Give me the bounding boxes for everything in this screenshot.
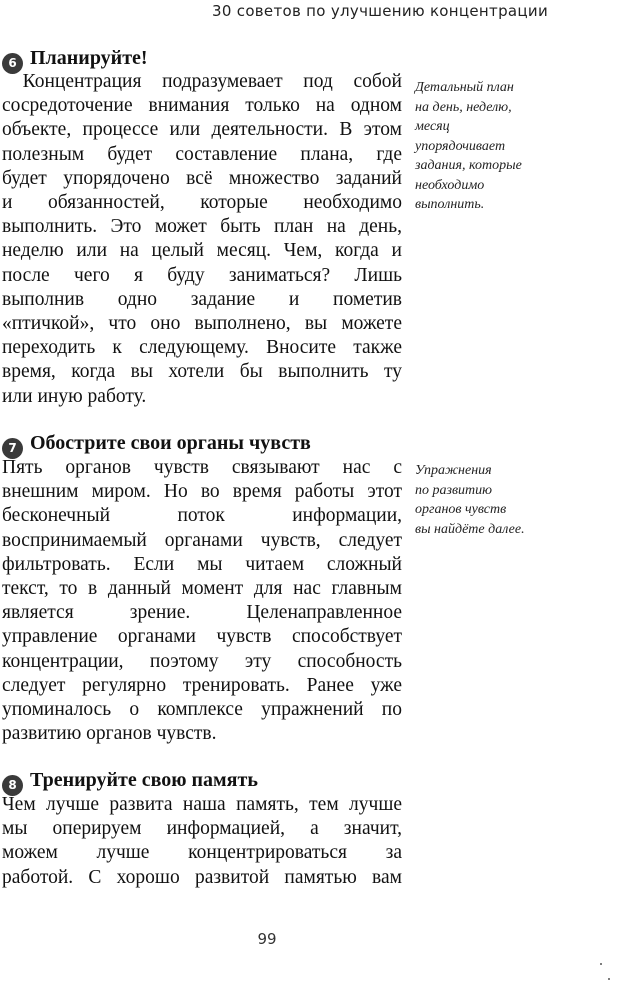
section-body — [2, 456, 402, 746]
body-line: время, когда вы хотели бы выполнить ту — [2, 361, 402, 383]
body-line: сосредоточение внимания только на одном — [2, 95, 402, 117]
body-line: выполнить. Это может быть план на день, — [2, 216, 402, 238]
section-body — [2, 793, 402, 890]
body-line: концентрации, поэтому эту способность — [2, 650, 402, 672]
body-line: текст, то в данный момент для нас главным — [2, 578, 402, 600]
body-line: внешним миром. Но во время работы этот — [2, 481, 402, 503]
body-line: Чем лучше развита наша память, тем лучше — [2, 794, 402, 815]
body-line: или иную работу. — [2, 385, 147, 407]
body-line: выполнив одно задание и пометив — [2, 288, 402, 310]
note-line: по развитию — [415, 482, 493, 498]
section-title: Обострите свои органы чувств — [30, 432, 311, 454]
section-heading — [2, 768, 258, 796]
note-line: упорядочивает — [415, 138, 506, 154]
note-line: на день, неделю, — [415, 99, 512, 115]
section-number-badge: 8 — [2, 775, 23, 796]
section-number-badge: 6 — [2, 53, 23, 74]
body-line: и обязанностей, которые необходимо — [2, 192, 402, 214]
body-line: мы оперируем информацией, а значит, — [2, 818, 402, 840]
body-line: можем лучше концентрироваться за — [2, 842, 402, 864]
note-line: Детальный план — [415, 80, 514, 95]
margin-note — [415, 78, 565, 215]
body-line: фильтровать. Если мы читаем сложный — [2, 553, 402, 575]
margin-note — [415, 461, 565, 539]
body-line: является зрение. Целенаправленное — [2, 602, 402, 624]
note-line: Упражнения — [415, 463, 492, 478]
body-line: работой. С хорошо развитой памятью вам — [2, 866, 402, 888]
section-body — [2, 70, 402, 409]
note-line: вы найдёте далее. — [415, 521, 525, 537]
note-line: необходимо — [415, 177, 485, 193]
running-header: 30 советов по улучшению концентрации — [212, 2, 548, 20]
page-number: 99 — [257, 930, 277, 948]
body-line: упоминалось о комплексе упражнений по — [2, 699, 402, 721]
note-line: месяц — [415, 119, 450, 134]
body-line: развитию органов чувств. — [2, 723, 217, 745]
body-line: Пять органов чувств связывают нас с — [2, 457, 402, 478]
scan-speck — [608, 978, 610, 980]
body-line: полезным будет составление плана, где — [2, 143, 402, 165]
scan-speck — [600, 963, 602, 965]
body-line: управление органами чувств способствует — [2, 626, 402, 648]
body-line: после чего я буду заниматься? Лишь — [2, 264, 402, 286]
body-line: «птичкой», что оно выполнено, вы можете — [2, 313, 402, 335]
body-line: будет упорядочено всё множество заданий — [2, 167, 402, 189]
note-line: органов чувств — [415, 502, 507, 517]
note-line: выполнить. — [415, 197, 485, 212]
section-number-badge: 7 — [2, 438, 23, 459]
body-line: бесконечный поток информации, — [2, 505, 402, 527]
body-line: переходить к следующему. Вносите также — [2, 337, 402, 359]
body-line: следует регулярно тренировать. Ранее уже — [2, 674, 402, 696]
section-title: Планируйте! — [30, 47, 148, 69]
body-line: Концентрация подразумевает под собой — [2, 71, 402, 92]
note-line: задания, которые — [415, 158, 522, 173]
section-title: Тренируйте свою память — [30, 769, 258, 791]
body-line: воспринимаемый органами чувств, следует — [2, 529, 402, 551]
section-heading — [2, 431, 311, 459]
body-line: объекте, процессе или деятельности. В этом — [2, 119, 402, 141]
body-line: неделю или на целый месяц. Чем, когда и — [2, 240, 402, 262]
